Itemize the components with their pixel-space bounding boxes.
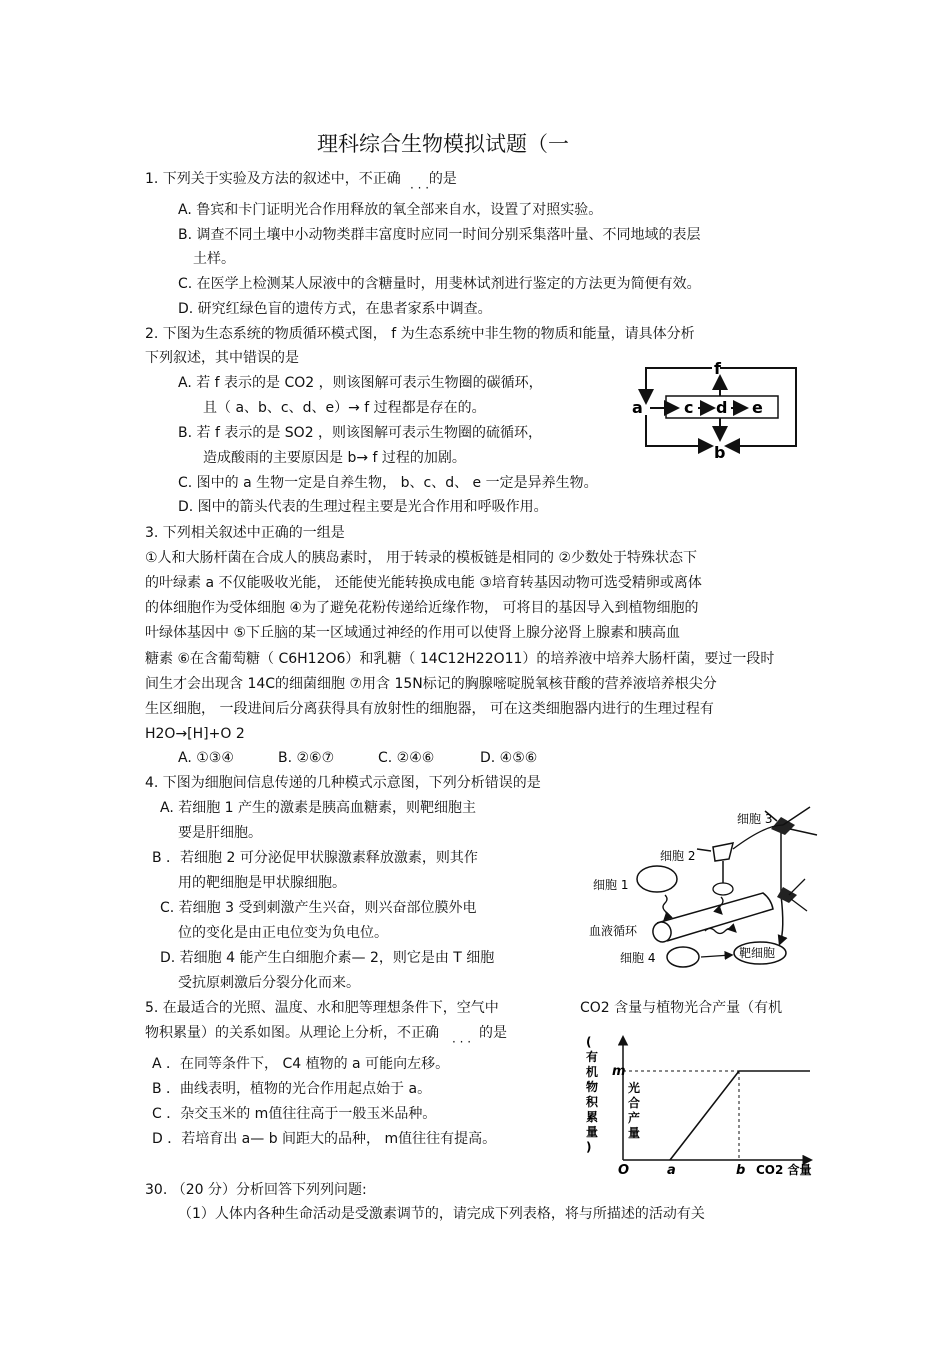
q1-option-b-cont: 土样。: [193, 251, 235, 267]
q2-option-b-cont: 造成酸雨的主要原因是 b→ f 过程的加剧。: [203, 450, 466, 466]
q1-option-b: B. 调查不同土壤中小动物类群丰富度时应同一时间分别采集落叶量、不同地域的表层: [178, 227, 701, 243]
label-char: 产: [628, 1111, 641, 1125]
cell-4: [667, 947, 731, 967]
emphasis-dots: · · ·: [410, 181, 430, 195]
left-bottom-arrow: [646, 415, 710, 446]
node-c: c: [684, 398, 694, 417]
q5-option-d: D ．若培育出 a— b 间距大的品种， m值往往有提高。: [152, 1131, 497, 1147]
q3-option-a: A. ①③④: [178, 750, 234, 766]
q5-option-a: A ．在同等条件下， C4 植物的 a 可能向左移。: [152, 1056, 450, 1072]
node-a: a: [632, 398, 643, 417]
node-f: f: [714, 359, 721, 378]
label-cell-4: 细胞 4: [620, 951, 656, 965]
q5-option-b: B ．曲线表明，植物的光合作用起点始于 a。: [152, 1081, 432, 1097]
q1-option-c: C. 在医学上检测某人尿液中的含糖量时，用斐林试剂进行鉴定的方法更为简便有效。: [178, 276, 701, 292]
q3-line-6: 间生才会出现含 14C的细菌细胞 ⑦用含 15N标记的胸腺嘧啶脱氧核苷酸的营养液培养根尖分: [145, 676, 717, 692]
q3-line-2: 的叶绿素 a 不仅能吸收光能， 还能使光能转换成电能 ③培育转基因动物可选受精卵或离体: [145, 575, 702, 591]
blood-vessel: [651, 893, 773, 944]
y-axis-label: [586, 1035, 599, 1154]
label-char: 有: [586, 1050, 599, 1064]
label-blood-circulation: 血液循环: [589, 924, 638, 938]
q2-option-a: A. 若 f 表示的是 CO2 ，则该图解可表示生物圈的碳循环，: [178, 375, 543, 391]
label-cell-2: 细胞 2: [660, 849, 696, 863]
q2-stem: 2. 下图为生态系统的物质循环模式图， f 为生态系统中非生物的物质和能量，请具体分析: [145, 326, 695, 342]
q3-line-3: 的体细胞作为受体细胞 ④为了避免花粉传递给近缘作物， 可将目的基因导入到植物细胞的: [145, 600, 699, 616]
label-char: 累: [586, 1110, 599, 1124]
q2-option-d: D. 图中的箭头代表的生理过程主要是光合作用和呼吸作用。: [178, 499, 548, 515]
cell-1: [637, 866, 677, 919]
page-title: 理科综合生物模拟试题（一: [317, 132, 569, 156]
q4-option-d-cont: 受抗原刺激后分裂分化而来。: [178, 975, 360, 991]
label-char: 机: [586, 1065, 599, 1079]
co2-yield-chart: [578, 1032, 823, 1177]
q4-option-c: C. 若细胞 3 受到刺激产生兴奋，则兴奋部位膜外电: [160, 900, 477, 916]
cell-3-neuron: [765, 807, 817, 943]
q3-line-4: 叶绿体基因中 ⑤下丘脑的某一区域通过神经的作用可以使肾上腺分泌肾上腺素和胰高血: [145, 625, 680, 641]
x-tick-b: b: [736, 1163, 746, 1177]
label-cell-1: 细胞 1: [593, 878, 629, 892]
q5-stem-right: CO2 含量与植物光合产量（有机: [580, 1000, 783, 1016]
x-tick-a: a: [667, 1163, 676, 1177]
origin-label: O: [618, 1163, 630, 1177]
label-char: 合: [628, 1096, 641, 1110]
q5-stem-cont-text: 物积累量）的关系如图。从理论上分析，不正确: [145, 1025, 439, 1041]
label-cell-3: 细胞 3: [737, 812, 773, 826]
q5-stem-end: 的是: [479, 1025, 507, 1041]
node-d: d: [716, 398, 728, 417]
q4-option-c-cont: 位的变化是由正电位变为负电位。: [178, 925, 388, 941]
q3-option-d: D. ④⑤⑥: [480, 750, 538, 766]
q3-option-b: B. ②⑥⑦: [278, 750, 335, 766]
q4-stem: 4. 下图为细胞间信息传递的几种模式示意图，下列分析错误的是: [145, 775, 541, 791]
q4-option-d: D. 若细胞 4 能产生白细胞介素— 2，则它是由 T 细胞: [160, 950, 495, 966]
x-axis-label: CO2 含量: [756, 1163, 812, 1177]
q4-option-b-cont: 用的靶细胞是甲状腺细胞。: [178, 875, 346, 891]
label-char: 量: [628, 1126, 641, 1140]
q2-option-a-cont: 且（ a、b、c、d、e）→ f 过程都是存在的。: [203, 400, 486, 416]
label-target-cell: 靶细胞: [739, 946, 776, 960]
q3-stem: 3. 下列相关叙述中正确的一组是: [145, 525, 345, 541]
q5-option-c: C ．杂交玉米的 m值往往高于一般玉米品种。: [152, 1106, 437, 1122]
q1-stem-end: 的是: [428, 171, 457, 187]
y-inner-label: [628, 1080, 640, 1140]
q1-option-a: A. 鲁宾和卡门证明光合作用释放的氧全部来自水，设置了对照实验。: [178, 202, 603, 218]
label-char: 物: [586, 1080, 599, 1094]
label-char: (: [586, 1035, 592, 1049]
q5-stem: 5. 在最适合的光照、温度、水和肥等理想条件下，空气中: [145, 1000, 499, 1016]
label-char: 积: [586, 1095, 599, 1109]
label-char: 光: [628, 1081, 641, 1095]
node-b: b: [714, 443, 726, 462]
cell-signaling-diagram: [585, 805, 825, 975]
q3-line-7: 生区细胞， 一段进间后分离获得具有放射性的细胞器， 可在这类细胞器内进行的生理过程有: [145, 701, 714, 717]
q3-line-1: ①人和大肠杆菌在合成人的胰岛素时， 用于转录的模板链是相同的 ②少数处于特殊状态下: [145, 550, 697, 566]
q30-part-1: （1）人体内各种生命活动是受激素调节的，请完成下列表格，将与所描述的活动有关: [178, 1206, 705, 1222]
q2-stem-cont: 下列叙述，其中错误的是: [145, 350, 299, 366]
q4-option-a-cont: 要是肝细胞。: [178, 825, 262, 841]
nutrient-cycle-diagram: [628, 358, 803, 463]
node-e: e: [752, 398, 763, 417]
q1-stem-text: 1. 下列关于实验及方法的叙述中，不正确: [145, 171, 401, 187]
q3-line-5: 糖素 ⑥在含葡萄糖（ C6H12O6）和乳糖（ 14C12H22O11）的培养液中培养大肠杆菌，要过一段时: [145, 651, 775, 667]
y-tick-m: m: [612, 1064, 626, 1079]
q2-option-c: C. 图中的 a 生物一定是自养生物， b、c、d、 e 一定是异养生物。: [178, 475, 598, 491]
q1-option-d: D. 研究红绿色盲的遗传方式，在患者家系中调查。: [178, 301, 492, 317]
label-char: ): [586, 1140, 592, 1154]
emphasis-dots-q5: · · ·: [452, 1035, 472, 1049]
q4-option-a: A. 若细胞 1 产生的激素是胰高血糖素，则靶细胞主: [160, 800, 477, 816]
label-char: 量: [586, 1125, 599, 1139]
q2-option-b: B. 若 f 表示的是 SO2 ，则该图解可表示生物圈的硫循环，: [178, 425, 543, 441]
q3-line-8: H2O→[H]+O 2: [145, 726, 245, 742]
q4-option-b: B ．若细胞 2 可分泌促甲状腺激素释放激素，则其作: [152, 850, 478, 866]
q3-option-c: C. ②④⑥: [378, 750, 435, 766]
yield-curve: [670, 1071, 810, 1160]
q30-stem: 30. （20 分）分析回答下列列问题:: [145, 1182, 367, 1198]
